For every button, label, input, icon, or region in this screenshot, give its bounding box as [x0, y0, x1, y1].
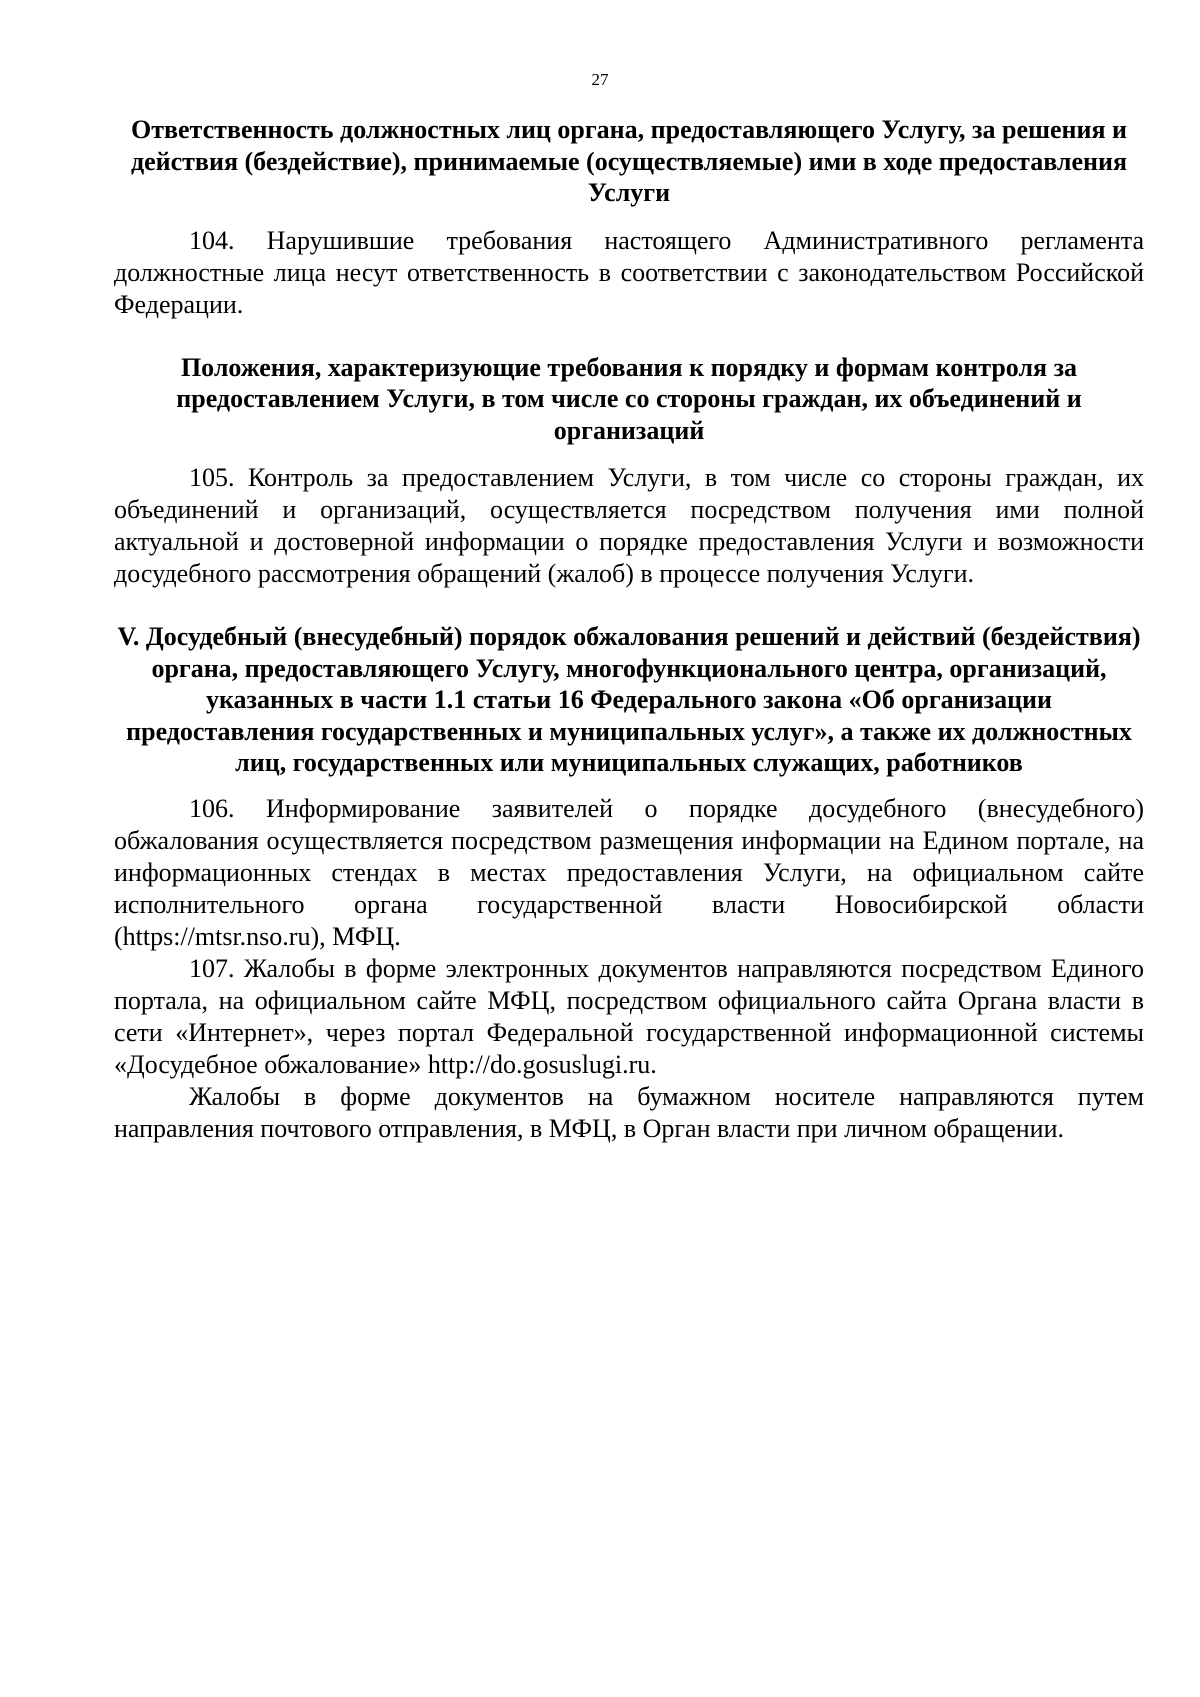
section-heading-appeal: V. Досудебный (внесудебный) порядок обжалования решений и действий (бездействия) органа, предоставляющего Услугу, многофункционального центра, организаций, указанных в части 1.1 статьи 16 Федерального закона «Об организации предоставления государственных и муниципальных услуг», а также их должностных лиц, государственных или муниципальных служащих, работников	[117, 622, 1141, 777]
paragraph-104: 104. Нарушившие требования настоящего Административного регламента должностные лица несут ответственность в соответствии с законодательством Российской Федерации.	[114, 225, 1144, 319]
paragraph-107-paper: Жалобы в форме документов на бумажном носителе направляются путем направления почтового отправления, в МФЦ, в Орган власти при личном обращении.	[114, 1081, 1144, 1143]
paragraph-106: 106. Информирование заявителей о порядке досудебного (внесудебного) обжалования осуществляется посредством размещения информации на Едином портале, на информационных стендах в местах предоставления Услуги, на официальном сайте исполнительного органа государственной власти Новосибирской области (https://mtsr.nso.ru), МФЦ.	[114, 793, 1144, 951]
section-heading-responsibility: Ответственность должностных лиц органа, предоставляющего Услугу, за решения и действия (бездействие), принимаемые (осуществляемые) ими в ходе предоставления Услуги	[130, 115, 1128, 207]
paragraph-105: 105. Контроль за предоставлением Услуги, в том числе со стороны граждан, их объединений и организаций, осуществляется посредством получения ими полной актуальной и достоверной информации о порядке предоставления Услуги и возможности досудебного рассмотрения обращений (жалоб) в процессе получения Услуги.	[114, 463, 1144, 588]
section-heading-control: Положения, характеризующие требования к порядку и формам контроля за предоставлением Услуги, в том числе со стороны граждан, их объединений и организаций	[176, 352, 1082, 445]
paragraph-107: 107. Жалобы в форме электронных документов направляются посредством Единого портала, на официальном сайте МФЦ, посредством официального сайта Органа власти в сети «Интернет», через портал Федеральной государственной информационной системы «Досудебное обжалование» http://do.gosuslugi.ru.	[114, 953, 1144, 1079]
page-number: 27	[591, 70, 609, 89]
document-body	[114, 114, 1144, 1145]
